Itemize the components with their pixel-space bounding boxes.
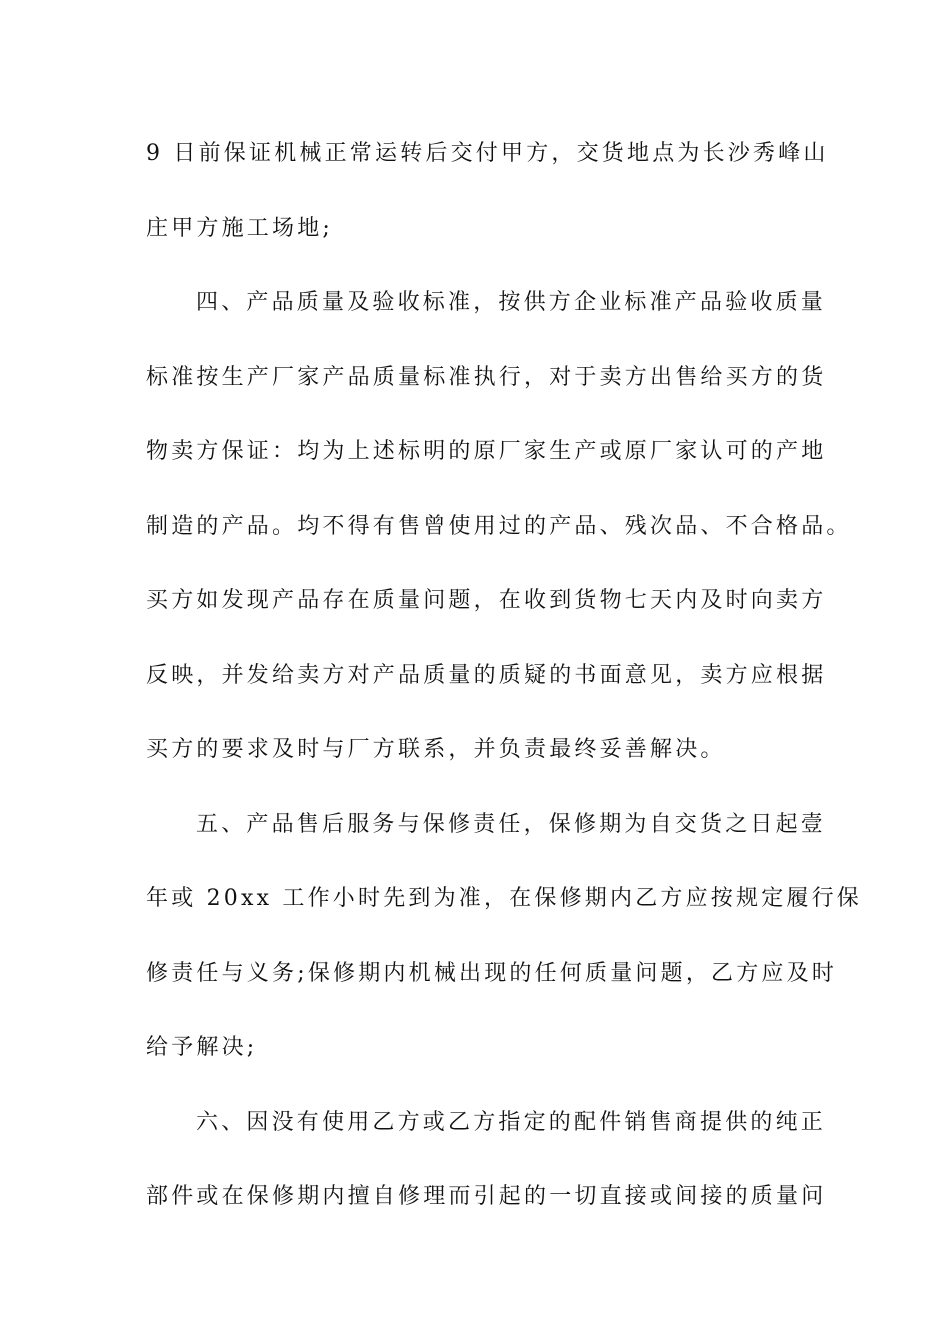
text-line: 制造的产品。均不得有售曾使用过的产品、残次品、不合格品。	[146, 513, 852, 539]
text-line: 年或 20xx 工作小时先到为准，在保修期内乙方应按规定履行保	[146, 886, 862, 911]
text-line: 庄甲方施工场地;	[146, 215, 334, 241]
text-line: 修责任与义务;保修期内机械出现的任何质量问题，乙方应及时	[146, 960, 838, 986]
text-line: 买方如发现产品存在质量问题，在收到货物七天内及时向卖方	[146, 588, 827, 613]
text-line: 9 日前保证机械正常运转后交付甲方，交货地点为长沙秀峰山	[146, 141, 829, 166]
text-line: 物卖方保证：均为上述标明的原厂家生产或原厂家认可的产地	[146, 439, 827, 464]
text-line: 部件或在保修期内擅自修理而引起的一切直接或间接的质量问	[146, 1184, 827, 1209]
paragraph-start-line: 四、产品质量及验收标准，按供方企业标准产品验收质量	[196, 290, 827, 315]
text-line: 买方的要求及时与厂方联系，并负责最终妥善解决。	[146, 737, 726, 762]
text-line: 标准按生产厂家产品质量标准执行，对于卖方出售给买方的货	[146, 364, 827, 390]
document-body	[146, 126, 862, 1244]
text-line: 反映，并发给卖方对产品质量的质疑的书面意见，卖方应根据	[146, 662, 827, 688]
paragraph-start-line: 五、产品售后服务与保修责任，保修期为自交货之日起壹	[196, 811, 827, 837]
paragraph-start-line: 六、因没有使用乙方或乙方指定的配件销售商提供的纯正	[196, 1109, 827, 1135]
text-line: 给予解决;	[146, 1035, 258, 1060]
